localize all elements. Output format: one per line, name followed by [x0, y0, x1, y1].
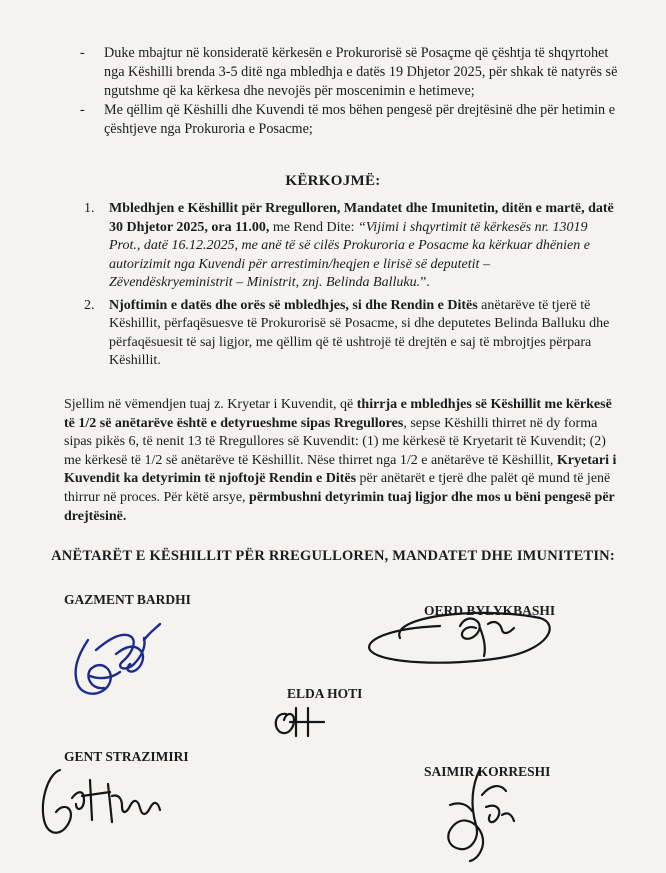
item-text — [109, 200, 614, 293]
bullet-text: Duke mbajtur në konsideratë kërkesën e Prokurorisë së Posaçme që çështja të shqyrtohet nga Këshilli brenda 3-5 ditë nga mbledhja e datës 19 Dhjetor 2025, për shkak të natyrës së ngutshme që ka kërkesa dhe nevojës për moscenimin e hetimeve; — [104, 45, 618, 99]
item-bold-text: Mbledhjen e Këshillit për Rregulloren, Mandatet dhe Imunitetin, ditën e martë, datë 30 Dhjetor 2025, ora 11.00, — [109, 201, 614, 235]
paragraph-bold-text: thirrja e mbledhjes së Këshillit me kërkesë të 1/2 së anëtarëve është e detyrueshme sipas Rregullores — [64, 397, 612, 431]
body-paragraph — [64, 396, 617, 526]
list-item — [80, 44, 620, 101]
signatory-saimir-korreshi: SAIMIR KORRESHI — [424, 764, 551, 779]
signatory-gent-strazimiri: GENT STRAZIMIRI — [64, 749, 189, 764]
signatory-gazment-bardhi: GAZMENT BARDHI — [64, 592, 191, 607]
signature-gazment-bardhi — [60, 610, 170, 705]
signatory-elda-hoti: ELDA HOTI — [287, 686, 363, 701]
requests-list — [84, 200, 614, 375]
list-item — [80, 101, 620, 139]
bullet-marker: - — [80, 102, 85, 118]
signature-elda-hoti — [268, 700, 328, 744]
item-plain-text: anëtarëve të tjerë të Këshillit, përfaqësuesve të Prokurorisë së Posacme, si dhe deputetes Belinda Balluku dhe përfaqësuesit të saj ligjor, me qëllim që të ushtrojë të drejtën e saj të mbrojtjes përpara Këshillit. — [109, 297, 610, 368]
signatory-oerd-bylykbashi: OERD BYLYKBASHI — [424, 603, 556, 618]
paragraph-text: , sepse Këshilli thirret në dy forma sipas pikës 6, të nenit 13 të Rregullores së Kuvendit: (1) me kërkesë të Kryetarit të Kuvendit; (2) me kërkesë të 1/2 së anëtarëve të Këshillit. Nëse thirret nga 1/2 e anëtarëve të Këshillit, — [64, 415, 606, 468]
list-item — [84, 200, 614, 293]
signature-oerd-bylykbashi — [360, 598, 560, 670]
list-item — [84, 297, 614, 371]
item-end-text: ”. — [420, 275, 430, 290]
paragraph-bold-text: Kryetari i Kuvendit ka detyrimin të njoftojë Rendin e Ditës — [64, 452, 617, 487]
item-number: 1. — [84, 201, 95, 216]
bullet-marker: - — [80, 45, 85, 61]
requests-heading: KËRKOJMË: — [285, 173, 381, 189]
signature-saimir-korreshi — [420, 765, 540, 865]
paragraph-bold-text: përmbushni detyrimin tuaj ligjor dhe mos u bëni pengesë për drejtësinë. — [64, 489, 615, 524]
members-heading: ANËTARËT E KËSHILLIT PËR RREGULLOREN, MANDATET DHE IMUNITETIN: — [51, 548, 615, 564]
item-bold-text: Njoftimin e datës dhe orës së mbledhjes, si dhe Rendin e Ditës — [109, 297, 478, 313]
item-italic-text: “Vijimi i shqyrtimit të kërkesës nr. 13019 Prot., datë 16.12.2025, me anë të së cilës Prokuroria e Posacme ka kërkuar dhënien e autorizimit nga Kuvendi për arrestimin/heqjen e lirisë së deputetit – Zëvendëskryeministrit – Ministrit, znj. Belinda Balluku. — [109, 219, 590, 290]
item-plain-text: me Rend Dite: — [269, 219, 358, 235]
item-text — [109, 297, 614, 371]
bullet-text: Me qëllim që Këshilli dhe Kuvendi të mos bëhen pengesë për drejtësinë dhe për hetimin e çështjeve nga Prokuroria e Posacme; — [104, 102, 615, 137]
signature-gent-strazimiri — [30, 760, 180, 850]
paragraph-text: për anëtarët e tjerë dhe palët që mund të jenë thirrur në proces. Për këtë arsye, — [64, 471, 611, 505]
considerations-list — [80, 44, 620, 139]
paragraph-text: Sjellim në vëmendjen tuaj z. Kryetar i Kuvendit, që — [64, 397, 357, 412]
item-number: 2. — [84, 297, 95, 313]
